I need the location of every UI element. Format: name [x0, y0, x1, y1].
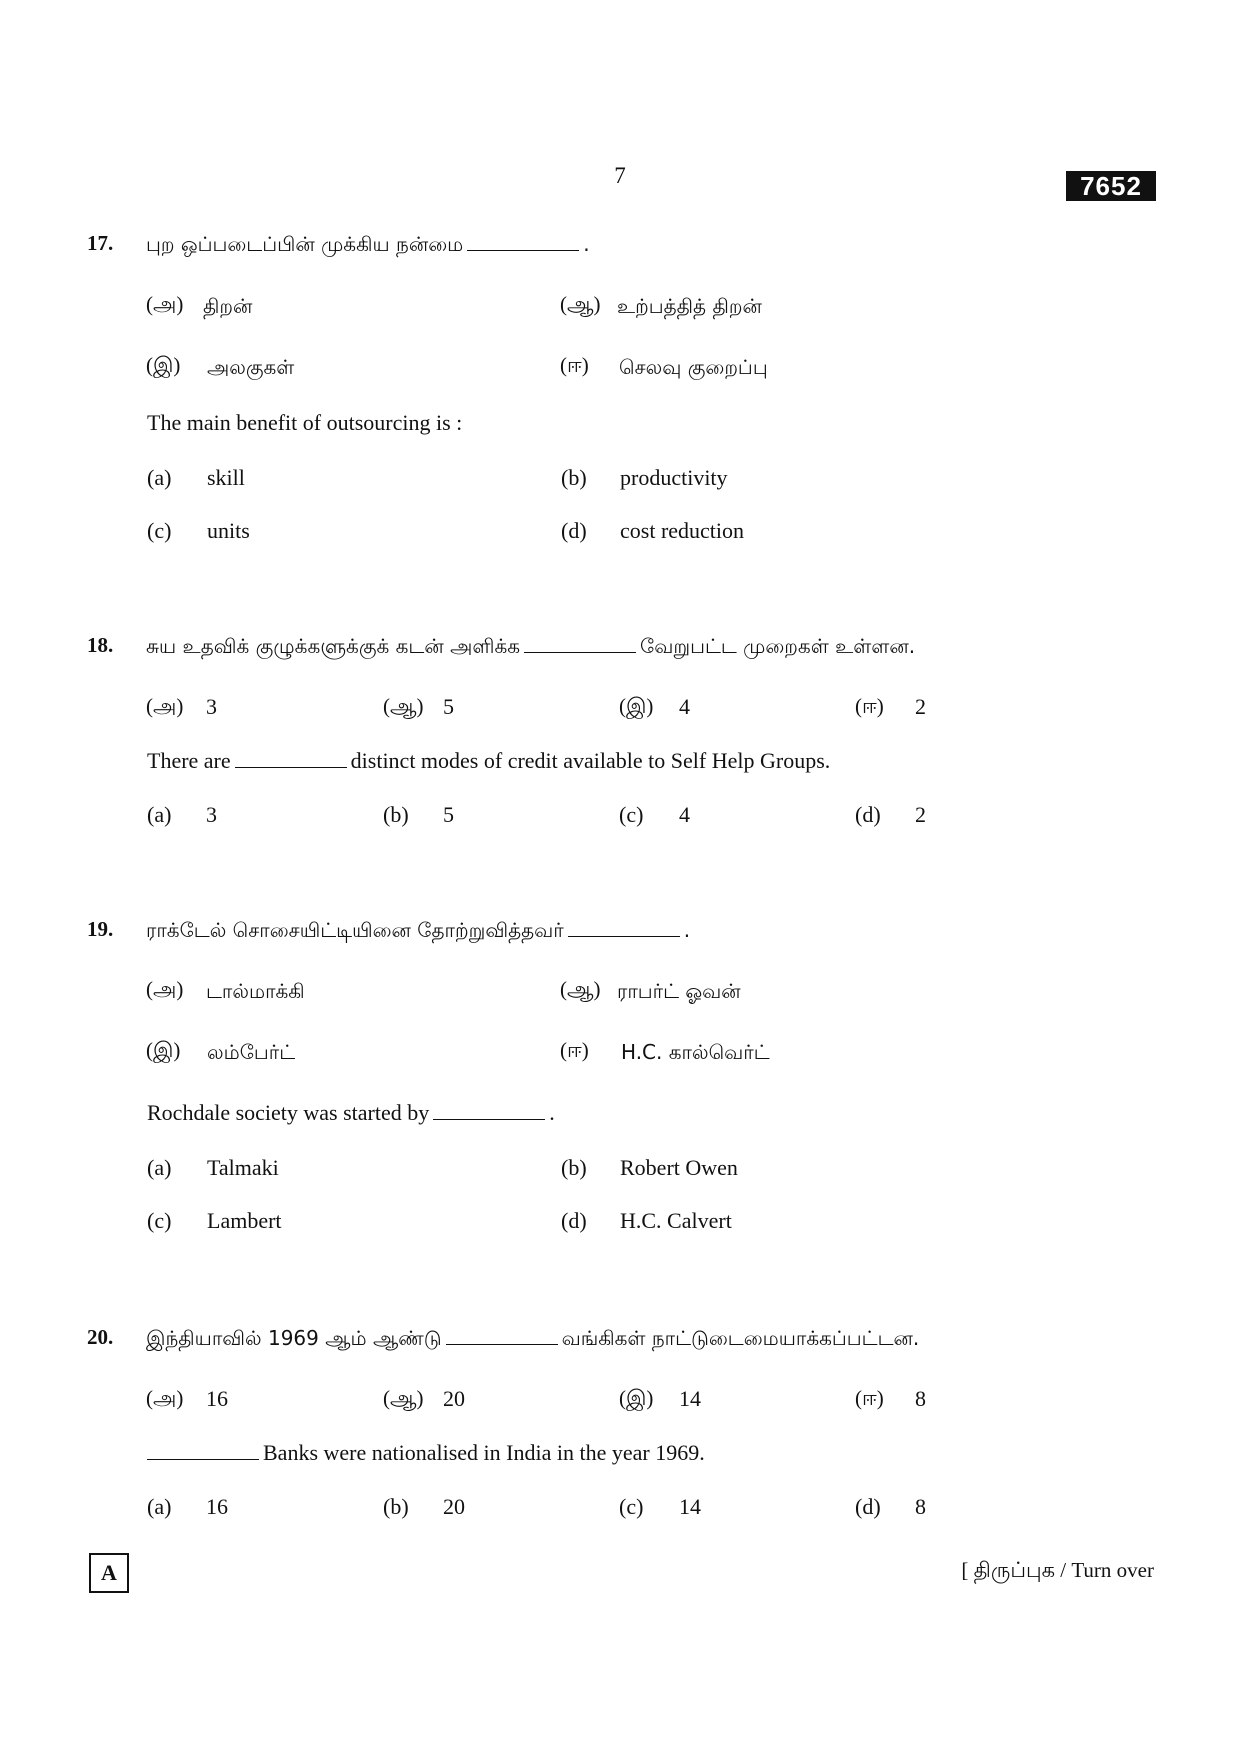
- option-text: Robert Owen: [620, 1155, 738, 1180]
- answer-blank: [524, 634, 636, 653]
- question-english: Rochdale society was started by .: [147, 1100, 555, 1125]
- option-label: (d): [855, 802, 881, 827]
- option-label: (ஈ): [560, 1038, 589, 1062]
- option-label: (a): [147, 465, 172, 490]
- question-text: ராக்டேல் சொசையிட்டியினை தோற்றுவித்தவர்: [146, 918, 564, 942]
- option-text: உற்பத்தித் திறன்: [617, 294, 762, 318]
- option-label: (b): [383, 1494, 409, 1519]
- option-label: (ஆ): [560, 977, 601, 1001]
- option-text: 14: [679, 1494, 701, 1519]
- option-text: 2: [915, 802, 926, 827]
- question-english: [147, 1440, 705, 1466]
- answer-blank: [568, 918, 680, 937]
- option-text: 8: [915, 1494, 926, 1519]
- option-text: 16: [206, 1494, 228, 1519]
- option-text: 16: [206, 1386, 228, 1411]
- option-text: 20: [443, 1386, 465, 1411]
- option-label: (c): [147, 518, 172, 543]
- option-text: 4: [679, 694, 690, 719]
- option-text: H.C. கால்வெர்ட்: [621, 1040, 770, 1064]
- option-text: H.C. Calvert: [620, 1208, 732, 1233]
- option-text: Talmaki: [207, 1155, 279, 1180]
- option-text: அலகுகள்: [207, 355, 295, 379]
- page-number: 7: [614, 163, 626, 188]
- option-text: productivity: [620, 465, 728, 490]
- turn-over-note: [ திருப்புக / Turn over: [961, 1558, 1154, 1582]
- option-label: (d): [561, 1208, 587, 1233]
- question-number: 19.: [87, 917, 114, 941]
- answer-blank: [446, 1326, 558, 1345]
- option-text: 5: [443, 802, 454, 827]
- option-label: (அ): [146, 1386, 184, 1410]
- question-english: The main benefit of outsourcing is :: [147, 410, 463, 435]
- question-tamil: [146, 1326, 919, 1353]
- question-text: புற ஒப்படைப்பின் முக்கிய நன்மை: [146, 232, 464, 256]
- option-text: 20: [443, 1494, 465, 1519]
- option-label: (b): [561, 1155, 587, 1180]
- option-label: (இ): [619, 1386, 654, 1410]
- question-text: இந்தியாவில் 1969 ஆம் ஆண்டு: [146, 1326, 442, 1350]
- option-label: (c): [619, 1494, 644, 1519]
- option-text: டால்மாக்கி: [206, 979, 305, 1003]
- answer-blank: [235, 749, 347, 768]
- option-text: cost reduction: [620, 518, 745, 543]
- option-text: 3: [206, 694, 217, 719]
- option-label: (அ): [146, 977, 184, 1001]
- answer-blank: [147, 1441, 259, 1460]
- option-label: (ஆ): [383, 694, 424, 718]
- series-letter-box: A: [89, 1553, 129, 1593]
- option-label: (d): [855, 1494, 881, 1519]
- option-label: (a): [147, 1155, 172, 1180]
- question-number: 18.: [87, 633, 114, 657]
- option-label: (ஆ): [383, 1386, 424, 1410]
- option-text: 4: [679, 802, 690, 827]
- option-text: Lambert: [207, 1208, 282, 1233]
- question-text: distinct modes of credit available to Self Help Groups.: [350, 748, 831, 773]
- option-text: 2: [915, 694, 926, 719]
- question-text: வங்கிகள் நாட்டுடைமையாக்கப்பட்டன.: [561, 1326, 920, 1350]
- option-text: ராபர்ட் ஓவன்: [617, 979, 741, 1003]
- question-tamil: [146, 634, 915, 661]
- question-text: Rochdale society was started by: [147, 1100, 430, 1125]
- option-label: (d): [561, 518, 587, 543]
- answer-blank: [467, 232, 579, 251]
- option-label: (b): [383, 802, 409, 827]
- question-tamil: ராக்டேல் சொசையிட்டியினை தோற்றுவித்தவர் .: [146, 918, 691, 942]
- option-label: (இ): [146, 1038, 181, 1062]
- option-label: (b): [561, 465, 587, 490]
- option-text: units: [207, 518, 250, 543]
- question-number: 20.: [87, 1325, 114, 1349]
- option-label: (c): [147, 1208, 172, 1233]
- question-text: வேறுபட்ட முறைகள் உள்ளன.: [640, 634, 916, 658]
- option-text: skill: [207, 465, 245, 490]
- option-text: 3: [206, 802, 217, 827]
- answer-blank: [433, 1101, 545, 1120]
- option-label: (இ): [619, 694, 654, 718]
- option-text: 5: [443, 694, 454, 719]
- option-text: செலவு குறைப்பு: [619, 355, 768, 379]
- option-label: (ஈ): [855, 1386, 884, 1410]
- option-label: (a): [147, 802, 172, 827]
- question-tamil: புற ஒப்படைப்பின் முக்கிய நன்மை .: [146, 232, 590, 256]
- question-text: சுய உதவிக் குழுக்களுக்குக் கடன் அளிக்க: [146, 634, 521, 658]
- option-label: (a): [147, 1494, 172, 1519]
- option-label: (அ): [146, 694, 184, 718]
- option-label: (ஈ): [855, 694, 884, 718]
- paper-code-badge: 7652: [1066, 171, 1156, 201]
- option-text: திறன்: [203, 294, 253, 318]
- option-label: (c): [619, 802, 644, 827]
- option-text: லம்பேர்ட்: [207, 1040, 296, 1064]
- question-text: There are: [147, 748, 231, 773]
- option-label: (அ): [146, 292, 184, 316]
- question-english: [147, 748, 830, 774]
- option-text: 8: [915, 1386, 926, 1411]
- option-label: (ஈ): [560, 353, 589, 377]
- question-number: 17.: [87, 231, 114, 255]
- question-text: Banks were nationalised in India in the year 1969.: [263, 1440, 705, 1465]
- option-label: (இ): [146, 353, 181, 377]
- option-label: (ஆ): [560, 292, 601, 316]
- option-text: 14: [679, 1386, 701, 1411]
